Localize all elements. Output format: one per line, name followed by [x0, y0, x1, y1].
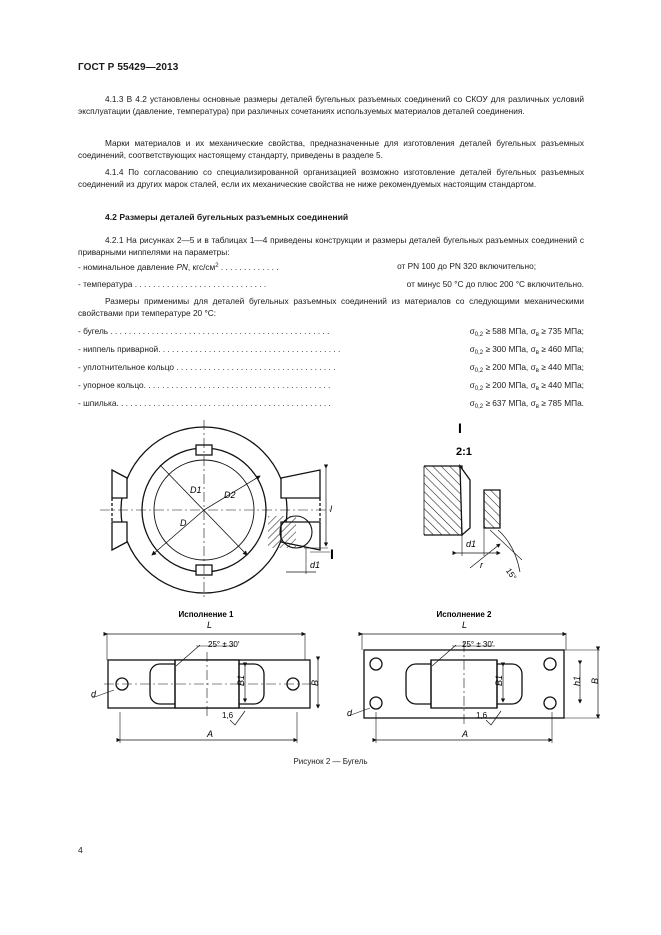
sigma-02-sub: 0,2: [474, 404, 484, 410]
param-temperature-value: от минус 50 °С до плюс 200 °С включительно.: [406, 279, 584, 289]
paragraph-4-2-1: 4.2.1 На рисунках 2—5 и в таблицах 1—4 приведены конструкции и размеры деталей бугельных разъемных соединений с приварными ниппелями на параметры:: [78, 235, 584, 258]
paragraph-materials: Марки материалов и их механические свойства, предназначенные для изготовления деталей бугельных разъемных соединений, соответствующих настоящему стандарту, приведены в разделе 5.: [78, 138, 584, 161]
exec1-label-d: d: [91, 689, 97, 699]
sigma-b-sub: в: [535, 386, 539, 392]
sigma-b-symbol: σ: [530, 398, 536, 408]
exec1-label-B1: B1: [236, 674, 246, 686]
exec1-label-A: A: [207, 729, 214, 739]
sigma-b-sub: в: [535, 368, 539, 374]
material-label: - уплотнительное кольцо . . . . . . . . . . . . . . . . . . . . . . . . . . . . . . . . . . .: [78, 362, 336, 372]
sigma-b-symbol: σ: [530, 362, 536, 372]
paragraph-4-1-3: 4.1.3 В 4.2 установлены основные размеры деталей бугельных разъемных соединений со СКОУ для различных условий эксплуатации (давление, температура) при различных сочетаниях используемых материалов деталей соединения.: [78, 94, 584, 117]
param-pressure-unit: , кгс/см: [187, 262, 216, 272]
material-label: - ниппель приварной. . . . . . . . . . . . . . . . . . . . . . . . . . . . . . . . . . . . . . . .: [78, 344, 341, 354]
sigma-b-symbol: σ: [530, 380, 536, 390]
detail-title: I: [458, 420, 462, 436]
exec1-roughness: 1,6: [222, 711, 234, 720]
param-pressure-dots: . . . . . . . . . . . . .: [218, 262, 279, 272]
sigma-b-sub: в: [535, 404, 539, 410]
sigma-02-symbol: σ: [469, 326, 475, 336]
clamp-top-view: [100, 420, 330, 600]
sigma-b-symbol: σ: [530, 326, 536, 336]
param-pressure-pn: PN: [176, 262, 188, 272]
sigma-02-value: ≥ 588 МПа,: [485, 326, 529, 336]
label-D: D: [180, 518, 187, 528]
exec2-angle: 25° ± 30′: [462, 640, 494, 649]
label-l: l: [330, 504, 332, 514]
paragraph-sizes: Размеры применимы для деталей бугельных разъемных соединений из материалов со следующими механическими свойствами при температуре 20 °С:: [78, 296, 584, 319]
param-pressure-value: от PN 100 до PN 320 включительно;: [397, 261, 536, 271]
label-detail-ref: I: [330, 546, 334, 562]
param-temperature-label: - температура . . . . . . . . . . . . . . . . . . . . . . . . . . . . .: [78, 279, 267, 289]
page-number: 4: [78, 845, 83, 855]
exec1-label-L: L: [207, 620, 213, 630]
sigma-02-symbol: σ: [469, 380, 475, 390]
sigma-02-symbol: σ: [469, 344, 475, 354]
sigma-02-value: ≥ 200 МПа,: [485, 380, 529, 390]
detail-label-d1: d1: [466, 539, 477, 549]
detail-scale: 2:1: [456, 446, 472, 458]
detail-label-r: r: [480, 560, 483, 570]
sigma-02-symbol: σ: [469, 398, 475, 408]
exec1-title: Исполнение 1: [178, 610, 234, 619]
sigma-02-value: ≥ 300 МПа,: [485, 344, 529, 354]
exec2-view: [348, 633, 600, 743]
param-pressure-label: - номинальное давление: [78, 262, 177, 272]
sigma-02-sub: 0,2: [474, 332, 484, 338]
document-header: ГОСТ Р 55429—2013: [78, 62, 179, 73]
paragraph-4-1-4: 4.1.4 По согласованию со специализированной организацией возможно изготовление деталей бугельных разъемных соединений из других марок сталей, если их механические свойства не ниже рекомендуемых настоящим стандартом.: [78, 167, 584, 190]
sigma-b-symbol: σ: [530, 344, 536, 354]
sigma-02-sub: 0,2: [474, 386, 484, 392]
exec2-label-L: L: [462, 620, 468, 630]
sigma-b-value: ≥ 440 МПа;: [541, 380, 584, 390]
label-D2: D2: [224, 490, 236, 500]
sigma-b-value: ≥ 785 МПа.: [541, 398, 584, 408]
detail-label-angle: 15°: [503, 566, 519, 582]
section-heading: 4.2 Размеры деталей бугельных разъемных соединений: [105, 212, 349, 222]
material-label: - упорное кольцо. . . . . . . . . . . . . . . . . . . . . . . . . . . . . . . . . . . . . . . . .: [78, 380, 331, 390]
sigma-b-sub: в: [535, 350, 539, 356]
exec2-label-B1: B1: [494, 674, 504, 686]
sigma-02-symbol: σ: [469, 362, 475, 372]
exec2-label-B: B: [590, 677, 600, 684]
exec2-label-d: d: [347, 708, 353, 718]
exec2-label-A: A: [462, 729, 469, 739]
param-pressure-exp: 2: [215, 263, 219, 269]
exec2-roughness: 1,6: [476, 711, 488, 720]
sigma-02-value: ≥ 637 МПа,: [485, 398, 529, 408]
sigma-02-sub: 0,2: [474, 368, 484, 374]
exec1-view: [92, 633, 318, 743]
detail-view: [424, 466, 522, 572]
label-d1: d1: [310, 560, 321, 570]
sigma-b-value: ≥ 440 МПа;: [541, 362, 584, 372]
label-D1: D1: [190, 485, 202, 495]
material-label: - шпилька. . . . . . . . . . . . . . . . . . . . . . . . . . . . . . . . . . . . . . . . . . . . . . .: [78, 398, 331, 408]
exec1-label-B: B: [310, 679, 320, 686]
figure-caption: Рисунок 2 — Бугель: [293, 757, 368, 766]
exec2-label-h1: h1: [572, 675, 582, 686]
sigma-b-value: ≥ 460 МПа;: [541, 344, 584, 354]
sigma-02-sub: 0,2: [474, 350, 484, 356]
sigma-b-sub: в: [535, 332, 539, 338]
exec1-angle: 25° ± 30′: [208, 640, 240, 649]
exec2-title: Исполнение 2: [436, 610, 492, 619]
sigma-02-value: ≥ 200 МПа,: [485, 362, 529, 372]
sigma-b-value: ≥ 735 МПа;: [541, 326, 584, 336]
material-label: - бугель . . . . . . . . . . . . . . . . . . . . . . . . . . . . . . . . . . . . . . . . . . . . . . . .: [78, 326, 330, 336]
